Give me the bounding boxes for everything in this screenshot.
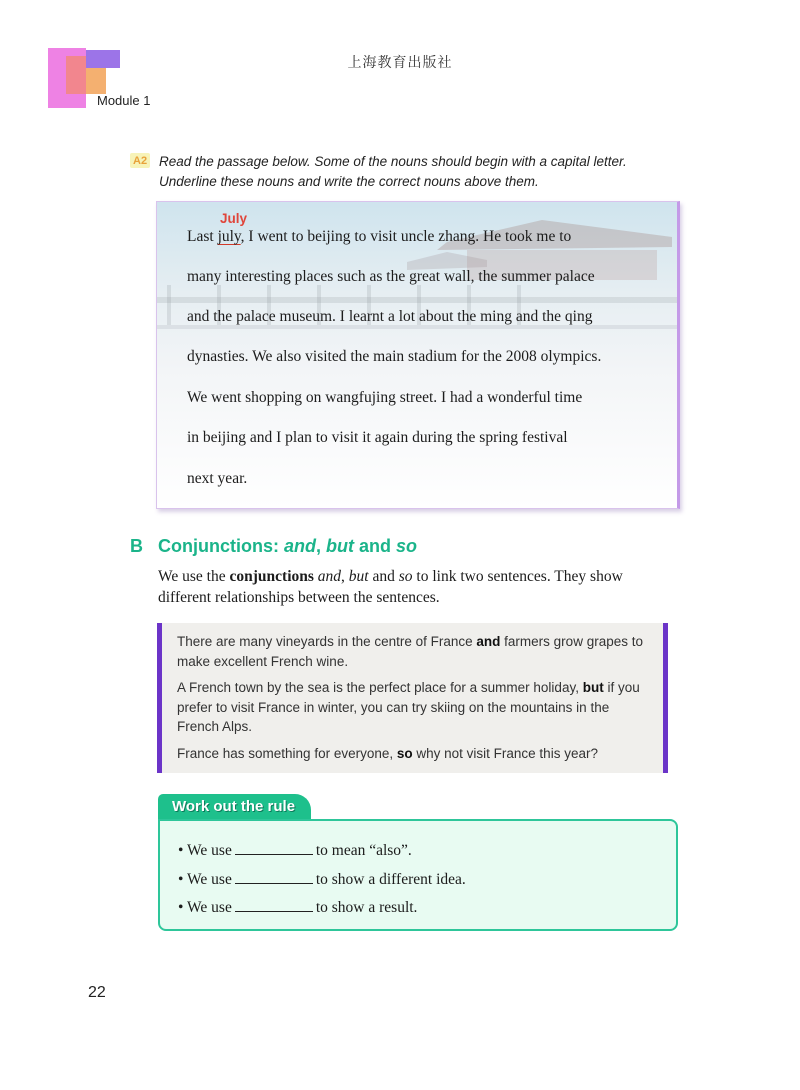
answer-blank[interactable] (235, 870, 313, 884)
title-but: but (326, 536, 354, 556)
example-conjunction: so (396, 745, 413, 761)
title-text: Conjunctions: (158, 536, 284, 556)
rule-item-3 (178, 894, 676, 923)
example-text: France has something for everyone, (177, 745, 397, 761)
passage-line-4: dynasties. We also visited the main stadium for the 2008 olympics. (187, 348, 602, 365)
module-label: Module 1 (97, 93, 151, 108)
example-text: if you prefer to visit France in winter, you can try skiing on the mountains in the French Alps. (177, 680, 640, 734)
intro-and: and (317, 568, 342, 585)
example-text: why not visit France this year? (412, 745, 598, 761)
answer-blank[interactable] (235, 898, 313, 912)
example-conjunction: and (476, 634, 501, 649)
rule-text: • We use (178, 899, 232, 916)
passage-box (156, 201, 680, 509)
passage-line-6: in beijing and I plan to visit it again during the spring festival (187, 429, 568, 446)
rule-text: • We use (178, 870, 232, 888)
rule-item-1 (178, 837, 676, 866)
section-b-letter: B (130, 536, 143, 556)
rule-text: to mean “also”. (315, 842, 412, 859)
section-b-intro (158, 566, 678, 608)
passage-text: , I went to beijing to visit uncle zhang. He took me to (240, 228, 572, 245)
rule-text: • We use (178, 842, 232, 859)
title-and: and (283, 536, 316, 556)
a2-instruction-line-2: Underline these nouns and write the correct nouns above them. (159, 174, 539, 189)
publisher-name: 上海教育出版社 (347, 54, 453, 70)
a2-badge: A2 (130, 153, 150, 168)
example-sentence-2 (177, 678, 651, 737)
answer-blank[interactable] (235, 841, 313, 855)
intro-text: and (368, 568, 399, 585)
a2-instruction (159, 152, 679, 192)
passage-line-5: We went shopping on wangfujing street. I had a wonderful time (187, 389, 583, 406)
intro-text: , (341, 568, 349, 585)
passage-line-2: many interesting places such as the great wall, the summer palace (187, 268, 595, 285)
passage-line-1 (187, 228, 571, 246)
rule-tab: Work out the rule (158, 794, 311, 820)
passage-text: Last (187, 228, 218, 245)
example-conjunction: but (582, 680, 604, 695)
title-so: so (396, 536, 418, 556)
correction-july: July (220, 211, 248, 226)
example-text: A French town by the sea is the perfect place for a summer holiday, (177, 680, 583, 695)
passage-line-3: and the palace museum. I learnt a lot about the ming and the qing (187, 308, 593, 325)
example-sentence-1 (177, 632, 651, 671)
rule-text: to show a different idea. (315, 870, 466, 888)
intro-so: so (398, 568, 413, 585)
rule-text: to show a result. (315, 899, 418, 916)
section-b-title (158, 536, 417, 557)
title-text: and (354, 536, 397, 556)
rule-box (158, 819, 678, 931)
title-text: , (316, 536, 327, 556)
rule-item-2 (178, 866, 676, 895)
underlined-noun: july (217, 228, 241, 245)
a2-instruction-line-1: Read the passage below. Some of the nouns should begin with a capital letter. (159, 154, 627, 169)
intro-bold: conjunctions (229, 568, 314, 585)
page-number: 22 (88, 984, 106, 1001)
passage-line-7: next year. (187, 470, 248, 487)
examples-box (157, 623, 668, 773)
example-text: farmers grow grapes to make excellent French wine. (177, 634, 643, 669)
intro-text: to link two sentences. They show different relationships between the sentences. (158, 568, 623, 606)
intro-but: but (348, 568, 369, 585)
intro-text: We use the (158, 568, 230, 585)
example-text: There are many vineyards in the centre of France (177, 634, 477, 649)
example-sentence-3 (177, 744, 651, 764)
